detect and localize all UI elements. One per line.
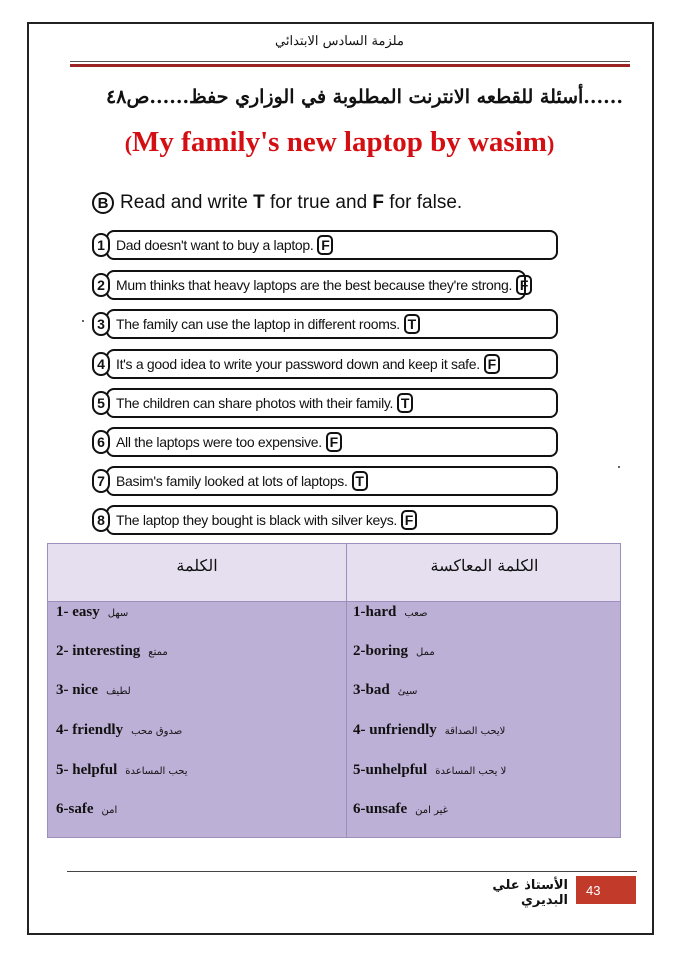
- exercise-letter: B: [92, 192, 114, 214]
- answer-box[interactable]: F: [516, 275, 532, 295]
- answer-box[interactable]: F: [326, 432, 342, 452]
- statement-number: 8: [92, 508, 110, 532]
- passage-title: (My family's new laptop by wasim): [124, 126, 555, 158]
- statement-row: [92, 466, 368, 496]
- statement-text: The children can share photos with their family.: [116, 395, 394, 411]
- answer-box[interactable]: F: [401, 510, 417, 530]
- statement-text: It's a good idea to write your password down and keep it safe.: [116, 356, 480, 372]
- table-cell-word: 4- friendly صدوق محب: [56, 722, 183, 738]
- statement-number: 5: [92, 391, 110, 415]
- statement-text: The laptop they bought is black with silver keys.: [116, 512, 398, 528]
- table-cell-opposite: 3-bad سيئ: [353, 682, 418, 698]
- vocabulary-table: [47, 543, 621, 838]
- statement-number: 7: [92, 469, 110, 493]
- passage-title-text: My family's new laptop by wasim: [132, 126, 547, 158]
- stray-mark: [82, 320, 84, 322]
- column-header-opposite: الكلمة المعاكسة: [430, 556, 539, 575]
- statement-row: [92, 270, 532, 300]
- table-cell-opposite: 5-unhelpful لا يحب المساعدة: [353, 762, 507, 778]
- teacher-name: الأستاذ علي البديري: [492, 878, 568, 908]
- answer-box[interactable]: T: [404, 314, 420, 334]
- statement-row: [92, 505, 417, 535]
- statement-row: [92, 230, 333, 260]
- table-cell-opposite: 1-hard صعب: [353, 604, 428, 620]
- statement-text: The family can use the laptop in different rooms.: [116, 316, 400, 332]
- table-cell-word: 5- helpful يحب المساعدة: [56, 762, 188, 778]
- table-cell-word: 3- nice لطيف: [56, 682, 131, 698]
- exercise-instruction: B Read and write T for true and F for false.: [92, 189, 572, 217]
- statement-number: 4: [92, 352, 110, 376]
- table-cell-word: 1- easy سهل: [56, 604, 129, 620]
- stray-mark: [618, 466, 620, 468]
- header-divider-red: [70, 64, 630, 67]
- booklet-title: ملزمة السادس الابتدائي: [275, 34, 404, 49]
- header-divider: [70, 61, 630, 62]
- question-heading: ......أسئلة للقطعه الانترنت المطلوبة في الوزاري حفظ......ص٤٨: [106, 86, 623, 108]
- statement-number: 6: [92, 430, 110, 454]
- statement-text: All the laptops were too expensive.: [116, 434, 322, 450]
- statement-text: Dad doesn't want to buy a laptop.: [116, 237, 314, 253]
- statement-row: [92, 427, 342, 457]
- true-false-exercise: [92, 189, 572, 528]
- table-cell-word: 6-safe امن: [56, 801, 118, 817]
- statement-number: 2: [92, 273, 110, 297]
- answer-box[interactable]: T: [352, 471, 368, 491]
- answer-box[interactable]: F: [317, 235, 333, 255]
- footer-divider: [67, 871, 637, 872]
- statement-number: 1: [92, 233, 110, 257]
- page-number: 43: [576, 876, 636, 904]
- table-cell-opposite: 2-boring ممل: [353, 643, 435, 659]
- table-cell-opposite: 6-unsafe غير امن: [353, 801, 448, 817]
- statement-row: [92, 388, 413, 418]
- table-cell-opposite: 4- unfriendly لايحب الصداقة: [353, 722, 506, 738]
- statement-text: Mum thinks that heavy laptops are the best because they're strong.: [116, 277, 513, 293]
- statement-row: [92, 349, 500, 379]
- statement-text: Basim's family looked at lots of laptops.: [116, 473, 348, 489]
- answer-box[interactable]: F: [484, 354, 500, 374]
- statement-number: 3: [92, 312, 110, 336]
- answer-box[interactable]: T: [397, 393, 413, 413]
- column-header-word: الكلمة: [176, 556, 218, 575]
- statement-row: [92, 309, 420, 339]
- table-cell-word: 2- interesting ممتع: [56, 643, 168, 659]
